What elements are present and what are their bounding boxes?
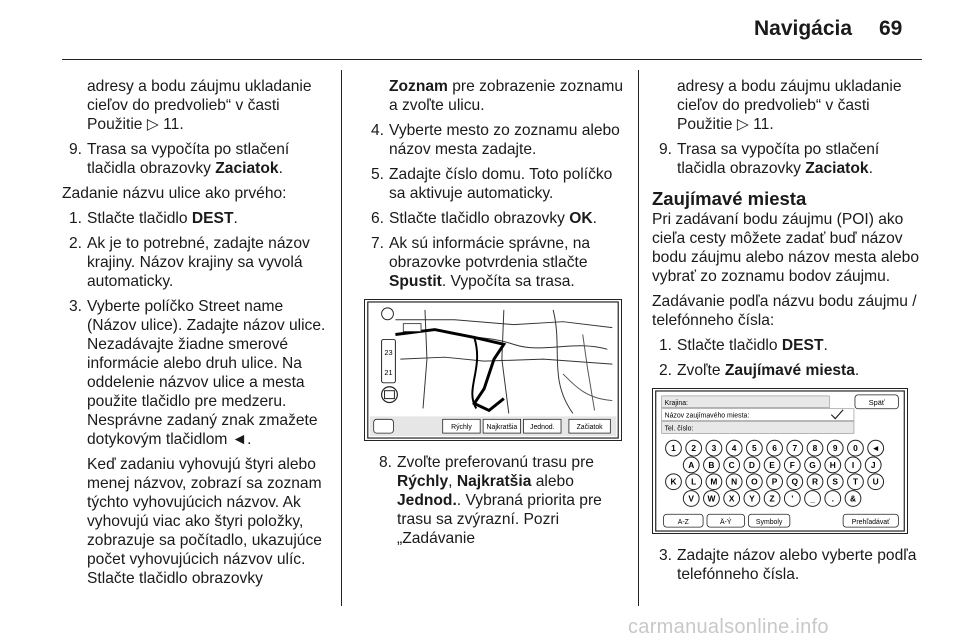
keyboard-key[interactable] bbox=[706, 474, 722, 490]
watermark: carmanualsonline.info bbox=[628, 616, 829, 638]
keyboard-key[interactable] bbox=[845, 491, 861, 507]
keyboard-key[interactable] bbox=[825, 491, 841, 507]
keyboard-key[interactable] bbox=[746, 474, 762, 490]
keyboard-key-label: 1 bbox=[671, 443, 676, 454]
svg-text:Krajina:: Krajina: bbox=[664, 399, 688, 407]
keyboard-key-label: 9 bbox=[832, 443, 838, 454]
keyboard-key[interactable] bbox=[744, 491, 760, 507]
column-2 bbox=[364, 77, 626, 554]
keyboard-key-label: Z bbox=[769, 493, 775, 504]
home-icon bbox=[382, 387, 398, 403]
keyboard-key-label: M bbox=[710, 476, 718, 487]
backspace-arrow-icon: ◄ bbox=[231, 431, 248, 448]
reference-arrow-icon: ▷ bbox=[146, 116, 159, 133]
keyboard-key-label: F bbox=[789, 459, 795, 470]
list-item-1: 1. Stlačte tlačidlo DEST. bbox=[658, 337, 828, 354]
keyboard-key[interactable] bbox=[704, 491, 720, 507]
list-item-8: 8. Zvoľte preferovanú trasu pre Rýchly, Najkratšia alebo Jednod.. Vybraná priorita pre trasu sa zvýrazní. Pozri „Zadávanie bbox=[378, 454, 602, 547]
list-item-9: 9. Trasa sa vypočíta po stlačení tlačidla obrazovky Zaciatok. bbox=[658, 141, 880, 177]
svg-text:Názov zaujímavého miesta:: Názov zaujímavého miesta: bbox=[664, 412, 750, 420]
start-route-button[interactable] bbox=[569, 419, 610, 433]
poi-keyboard-figure bbox=[652, 388, 908, 534]
scale-badge bbox=[403, 324, 421, 332]
distance-label: 23 bbox=[384, 348, 393, 358]
browse-button[interactable] bbox=[843, 514, 898, 527]
header-rule bbox=[62, 59, 922, 60]
compass-icon bbox=[382, 308, 394, 320]
keyboard-key[interactable] bbox=[805, 457, 821, 473]
reference-arrow-icon: ▷ bbox=[736, 116, 749, 133]
keyboard-key-label: T bbox=[852, 476, 859, 487]
svg-text:Späť: Späť bbox=[868, 397, 885, 407]
keyboard-key[interactable] bbox=[787, 474, 803, 490]
keyboard-key-label: J bbox=[870, 459, 876, 470]
svg-text:Tel. číslo:: Tel. číslo: bbox=[664, 425, 694, 433]
keyboard-key-label: . bbox=[831, 493, 834, 504]
list-item-9: 9. Trasa sa vypočíta po stlačení tlačidla obrazovky Zaciatok. bbox=[68, 141, 290, 177]
keyboard-key-label: O bbox=[751, 476, 758, 487]
keyboard-key[interactable] bbox=[724, 457, 740, 473]
keyboard-key-label: V bbox=[688, 493, 695, 504]
keyboard-key[interactable] bbox=[825, 457, 841, 473]
keyboard-key[interactable] bbox=[805, 491, 821, 507]
keyboard-key[interactable] bbox=[868, 440, 884, 456]
keyboard-key-label: K bbox=[670, 476, 677, 487]
list-item-2: 2. Ak je to potrebné, zadajte názov krajiny. Názov krajiny sa vyvolá automaticky. bbox=[68, 235, 310, 290]
keyboard-key-label: X bbox=[728, 493, 735, 504]
list-item-2: 2. Zvoľte Zaujímavé miesta. bbox=[658, 362, 860, 379]
keyboard-key-label: E bbox=[769, 459, 775, 470]
list-item-4: 4. Vyberte mesto zo zoznamu alebo názov mesta zadajte. bbox=[370, 122, 620, 158]
keyboard-key-label: H bbox=[829, 459, 836, 470]
keyboard-key-label: L bbox=[691, 476, 697, 487]
keyboard-key[interactable] bbox=[704, 457, 720, 473]
keyboard-key[interactable] bbox=[807, 440, 823, 456]
list-item-6: 6. Stlačte tlačidlo obrazovky OK. bbox=[370, 210, 598, 227]
svg-text:Rýchly: Rýchly bbox=[451, 424, 472, 432]
route-option-button[interactable] bbox=[524, 419, 561, 433]
route-map-figure bbox=[364, 299, 622, 441]
column-divider-left bbox=[341, 70, 342, 606]
keyboard-key-label: W bbox=[707, 493, 716, 504]
keyboard-key-label: 0 bbox=[853, 443, 858, 454]
keyboard-key[interactable] bbox=[767, 474, 783, 490]
keyboard-key-label: P bbox=[771, 476, 778, 487]
symbols-button[interactable] bbox=[748, 514, 789, 527]
map-options-button[interactable] bbox=[374, 419, 394, 433]
keyboard-key[interactable] bbox=[827, 474, 843, 490]
keyboard-key[interactable] bbox=[827, 440, 843, 456]
page-number: 69 bbox=[879, 17, 903, 40]
keyboard-key-label: ' bbox=[791, 493, 794, 504]
keyboard-key-label: _ bbox=[810, 493, 815, 504]
keyboard-key[interactable] bbox=[787, 440, 803, 456]
list-item-3: 3. Vyberte políčko Street name (Názov ulice). Zadajte názov ulice. Nezadávajte žiadne smerové informácie alebo druh ulice. Na oddelenie názvov ulice a mesta použite tlačidlo pre medzeru. Nesprávne zadaný znak zmažete dotykovým tlačidlom ◄. bbox=[68, 298, 326, 448]
keyboard-key-label: 5 bbox=[752, 443, 757, 454]
svg-text:Prehľadávať: Prehľadávať bbox=[851, 519, 890, 527]
svg-text:A-Z: A-Z bbox=[677, 519, 689, 527]
keyboard-key-label: D bbox=[748, 459, 755, 470]
section-heading: Zadanie názvu ulice ako prvého: bbox=[62, 185, 287, 202]
keyboard-key[interactable] bbox=[807, 474, 823, 490]
keyboard-key[interactable] bbox=[784, 491, 800, 507]
keyboard-key[interactable] bbox=[865, 457, 881, 473]
continuation-paragraph: adresy a bodu záujmu ukladanie cieľov do predvolieb“ v časti Použitie ▷ 11. bbox=[677, 78, 902, 133]
keyboard-key-label: 4 bbox=[731, 443, 737, 454]
page-title: Navigácia bbox=[754, 17, 853, 40]
keyboard-key[interactable] bbox=[724, 491, 740, 507]
distance-label: 21 bbox=[384, 367, 393, 377]
route-option-button[interactable] bbox=[443, 419, 480, 433]
continuation-paragraph: adresy a bodu záujmu ukladanie cieľov do predvolieb“ v časti Použitie ▷ 11. bbox=[87, 78, 312, 133]
keyboard-key[interactable] bbox=[845, 457, 861, 473]
keyboard-key-label: G bbox=[809, 459, 816, 470]
keyboard-key-label: 7 bbox=[792, 443, 798, 454]
keyboard-key-label: A bbox=[688, 459, 695, 470]
svg-text:Začiatok: Začiatok bbox=[576, 424, 603, 432]
keyboard-key[interactable] bbox=[784, 457, 800, 473]
a-z-button[interactable] bbox=[664, 514, 703, 527]
body-paragraph: Pri zadávaní bodu záujmu (POI) ako cieľa cesty môžete zadať buď názov bodu záujmu alebo názov mesta alebo vybrať zo zoznamu bodov záujmu. bbox=[652, 211, 920, 285]
keyboard-key-label: 3 bbox=[711, 443, 717, 454]
keyboard-key-label: 8 bbox=[812, 443, 818, 454]
keyboard-key[interactable] bbox=[683, 491, 699, 507]
column-divider-right bbox=[638, 70, 639, 606]
keyboard-key[interactable] bbox=[848, 440, 864, 456]
route-option-button[interactable] bbox=[483, 419, 520, 433]
keyboard-key-label: & bbox=[849, 493, 857, 504]
keyboard-key[interactable] bbox=[848, 474, 864, 490]
svg-text:Jednod.: Jednod. bbox=[530, 424, 555, 432]
keyboard-key-label: 2 bbox=[691, 443, 697, 454]
accented-letters-button[interactable] bbox=[707, 514, 744, 527]
svg-text:Najkratšia: Najkratšia bbox=[486, 424, 518, 432]
page-header bbox=[0, 0, 960, 64]
svg-text:Symboly: Symboly bbox=[755, 519, 783, 527]
keyboard-key[interactable] bbox=[764, 491, 780, 507]
section-title: Zaujímavé miesta bbox=[652, 188, 807, 209]
keyboard-key-label: U bbox=[872, 476, 879, 487]
keyboard-key[interactable] bbox=[767, 440, 783, 456]
list-item-3: 3. Zadajte názov alebo vyberte podľa telefónneho čísla. bbox=[658, 547, 917, 583]
keyboard-key[interactable] bbox=[744, 457, 760, 473]
keyboard-key[interactable] bbox=[868, 474, 884, 490]
keyboard-key[interactable] bbox=[686, 474, 702, 490]
keyboard-key[interactable] bbox=[683, 457, 699, 473]
list-item-5: 5. Zadajte číslo domu. Toto políčko sa aktivuje automaticky. bbox=[370, 166, 613, 202]
keyboard-key-label: S bbox=[832, 476, 839, 487]
keyboard-key[interactable] bbox=[746, 440, 762, 456]
keyboard-key-label: I bbox=[851, 459, 855, 470]
keyboard-key-label: 6 bbox=[772, 443, 777, 454]
svg-text:Ä-Ý: Ä-Ý bbox=[720, 519, 732, 527]
keyboard-key-label: R bbox=[811, 476, 819, 487]
keyboard-key-label: B bbox=[708, 459, 715, 470]
list-item-7: 7. Ak sú informácie správne, na obrazovke potvrdenia stlačte Spustit. Vypočíta sa trasa. bbox=[370, 235, 591, 290]
keyboard-key[interactable] bbox=[764, 457, 780, 473]
keyboard-key[interactable] bbox=[726, 440, 742, 456]
keyboard-key-label: Q bbox=[791, 476, 799, 487]
list-item-1: 1. Stlačte tlačidlo DEST. bbox=[68, 210, 238, 227]
keyboard-key[interactable] bbox=[666, 440, 682, 456]
column-1 bbox=[62, 77, 332, 594]
keyboard-key-label: ◄ bbox=[871, 443, 880, 454]
keyboard-key[interactable] bbox=[726, 474, 742, 490]
keyboard-key-label: C bbox=[728, 459, 735, 470]
keyboard-key[interactable] bbox=[666, 474, 682, 490]
back-button[interactable] bbox=[855, 395, 898, 409]
keyboard-key[interactable] bbox=[706, 440, 722, 456]
column-3 bbox=[652, 77, 924, 590]
continuation-paragraph: Zoznam pre zobrazenie zoznamu a zvoľte ulicu. bbox=[389, 78, 624, 114]
body-paragraph: Keď zadaniu vyhovujú štyri alebo menej názvov, zobrazí sa zoznam týchto vyhovujúcich názvov. Ak vyhovujú viac ako štyri položky, zobrazuje sa počítadlo, ukazujúce počet vyhovujúcich názvov ulíc. Stlačte tlačidlo obrazovky bbox=[87, 456, 322, 587]
keyboard-key-label: Y bbox=[749, 493, 755, 504]
body-paragraph: Zadávanie podľa názvu bodu záujmu / telefónneho čísla: bbox=[652, 293, 917, 329]
keyboard-key[interactable] bbox=[686, 440, 702, 456]
keyboard-key-label: N bbox=[731, 476, 738, 487]
